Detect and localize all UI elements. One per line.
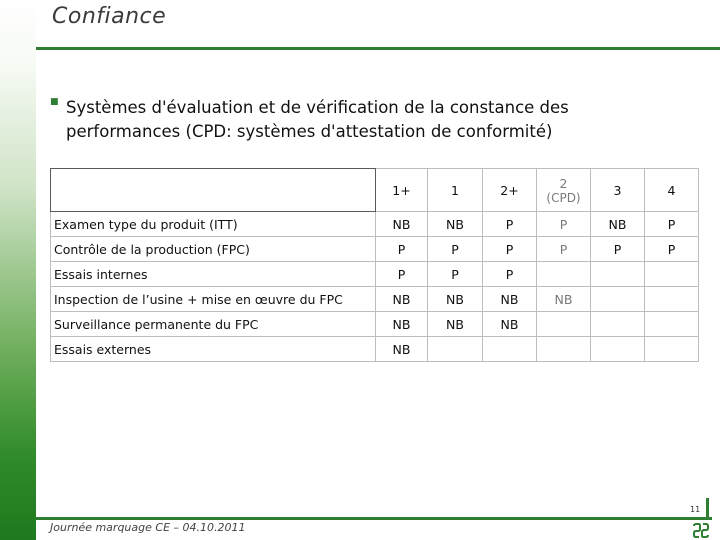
row-label: Contrôle de la production (FPC) bbox=[51, 237, 376, 262]
table-cell bbox=[645, 262, 699, 287]
bullet-text: Systèmes d'évaluation et de vérification de la constance des performances (CPD: systèmes d'attestation de conformité) bbox=[66, 98, 569, 141]
table-row bbox=[51, 337, 699, 362]
header-cell: 1 bbox=[428, 169, 483, 212]
table-header-row bbox=[51, 169, 699, 212]
table-cell: NB bbox=[483, 287, 537, 312]
header-cell bbox=[537, 169, 591, 212]
brand-logo-icon bbox=[692, 523, 710, 538]
table-cell: P bbox=[483, 237, 537, 262]
table-cell bbox=[591, 312, 645, 337]
slide-title: Confiance bbox=[52, 4, 167, 29]
table-row bbox=[51, 237, 699, 262]
page-number: 11 bbox=[690, 505, 701, 514]
table-row bbox=[51, 287, 699, 312]
header-cell: 3 bbox=[591, 169, 645, 212]
header-cell-main: 2 bbox=[559, 175, 568, 191]
table-cell bbox=[645, 287, 699, 312]
table-cell: NB bbox=[591, 212, 645, 237]
title-divider bbox=[36, 47, 720, 50]
table-cell bbox=[483, 337, 537, 362]
table-cell: P bbox=[645, 237, 699, 262]
table-header-blank bbox=[51, 169, 376, 212]
table-cell bbox=[645, 337, 699, 362]
table-cell bbox=[645, 312, 699, 337]
table-cell: NB bbox=[376, 337, 428, 362]
table-cell: NB bbox=[483, 312, 537, 337]
table-cell: NB bbox=[537, 287, 591, 312]
table-cell: P bbox=[537, 237, 591, 262]
table-cell bbox=[537, 262, 591, 287]
table-cell: P bbox=[591, 237, 645, 262]
row-label: Surveillance permanente du FPC bbox=[51, 312, 376, 337]
table-cell: P bbox=[537, 212, 591, 237]
table-cell: P bbox=[428, 237, 483, 262]
table-cell bbox=[591, 262, 645, 287]
table-cell bbox=[591, 337, 645, 362]
row-label: Examen type du produit (ITT) bbox=[51, 212, 376, 237]
header-cell: 1+ bbox=[376, 169, 428, 212]
row-label: Essais internes bbox=[51, 262, 376, 287]
cpd-table bbox=[50, 168, 699, 362]
table-row bbox=[51, 312, 699, 337]
table-cell: P bbox=[483, 212, 537, 237]
table-cell: P bbox=[483, 262, 537, 287]
side-gradient-bar bbox=[0, 0, 36, 540]
row-label: Inspection de l’usine + mise en œuvre du FPC bbox=[51, 287, 376, 312]
header-cell-sub: (CPD) bbox=[546, 190, 581, 205]
footer-divider bbox=[36, 517, 712, 520]
header-cell: 2+ bbox=[483, 169, 537, 212]
table-cell bbox=[591, 287, 645, 312]
table-cell bbox=[537, 312, 591, 337]
table-row bbox=[51, 262, 699, 287]
table-cell: P bbox=[645, 212, 699, 237]
square-bullet-icon: ■ bbox=[50, 97, 59, 107]
table-cell: NB bbox=[428, 212, 483, 237]
table-cell: NB bbox=[428, 287, 483, 312]
table-cell: NB bbox=[428, 312, 483, 337]
table-cell: P bbox=[376, 237, 428, 262]
table-cell bbox=[537, 337, 591, 362]
table-cell: P bbox=[376, 262, 428, 287]
table-row bbox=[51, 212, 699, 237]
header-cell: 4 bbox=[645, 169, 699, 212]
row-label: Essais externes bbox=[51, 337, 376, 362]
table-cell: NB bbox=[376, 287, 428, 312]
table-cell: P bbox=[428, 262, 483, 287]
table-cell: NB bbox=[376, 312, 428, 337]
footer-text: Journée marquage CE – 04.10.2011 bbox=[50, 521, 246, 534]
table-cell: NB bbox=[376, 212, 428, 237]
table-cell bbox=[428, 337, 483, 362]
